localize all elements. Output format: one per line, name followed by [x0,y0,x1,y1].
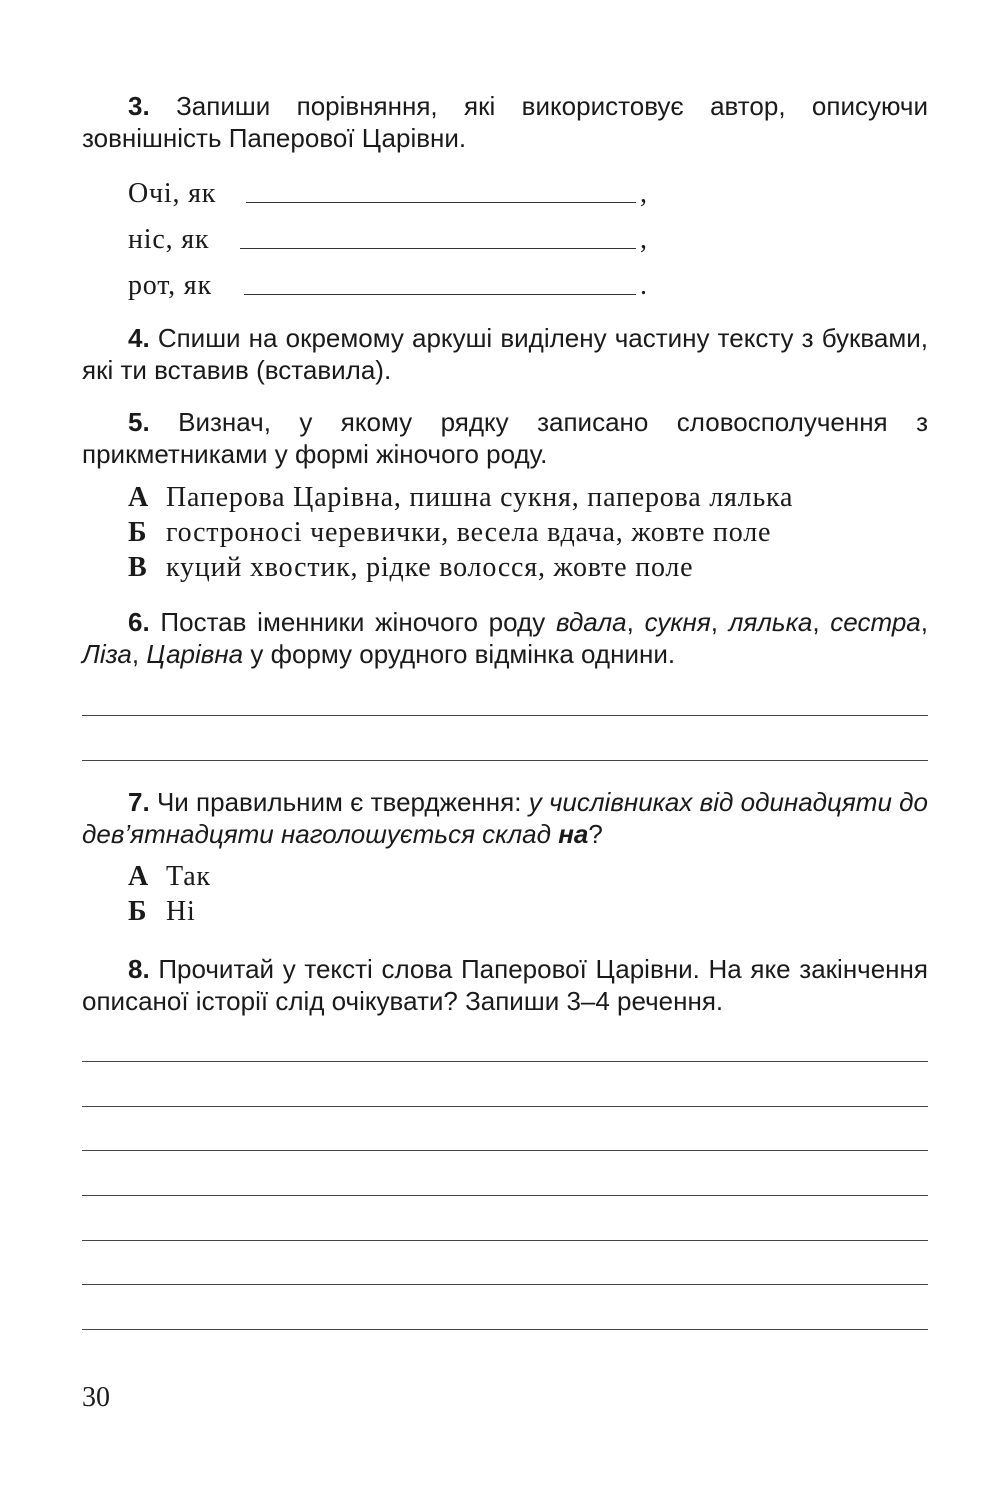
word-suknia: сукня [644,607,711,637]
answer-line[interactable] [240,248,636,249]
option-letter: Б [128,517,148,548]
option-text: Ні [166,896,196,927]
comparison-label: рот, як [128,270,212,301]
question-mark: ? [588,819,603,849]
answer-option-v[interactable] [128,550,693,585]
task-number: 8. [128,954,150,984]
task-4 [82,322,928,386]
comparison-punct: . [640,270,648,301]
task-text: Спиши на окремому аркуші виділену частину тексту з буквами, які ти вставив (вставила). [82,323,929,385]
word-separator: , [812,607,831,637]
option-letter: А [128,482,150,513]
task-3 [82,90,928,154]
option-text: гостроносі черевички, весела вдача, жовте поле [166,517,772,548]
writing-line[interactable] [82,1061,928,1062]
writing-line[interactable] [82,1150,928,1151]
task-number: 4. [128,323,150,353]
writing-line[interactable] [82,1195,928,1196]
task-number: 5. [128,407,150,437]
task-text: Визнач, у якому рядку записано словосполучення з прикметниками у формі жіночого роду. [82,407,928,469]
word-separator: , [626,607,645,637]
option-letter: А [128,861,150,892]
option-text: Паперова Царівна, пишна сукня, паперова лялька [166,482,794,513]
word-separator: , [131,639,147,669]
option-text: Так [166,861,211,892]
task-number: 7. [128,787,150,817]
writing-line[interactable] [82,1284,928,1285]
word-sestra: сестра [830,607,921,637]
writing-line[interactable] [82,1240,928,1241]
option-letter: Б [128,896,148,927]
task-number: 3. [128,91,150,121]
writing-line[interactable] [82,1329,928,1330]
option-letter: В [128,552,148,583]
comparison-punct: , [640,178,648,209]
comparison-label: Очі, як [128,178,217,209]
writing-line[interactable] [82,760,928,761]
task-text: Прочитай у тексті слова Паперової Царівни. На яке закінчення описаної історії слід очікувати? Запиши 3–4 речення. [82,954,928,1016]
word-separator: , [710,607,729,637]
task-7 [82,786,928,850]
page-number: 30 [82,1382,110,1413]
word-tsarivna: Царівна [146,639,244,669]
answer-option-a[interactable] [128,480,793,515]
comparison-row-nose [128,222,668,262]
answer-line[interactable] [246,202,636,203]
task-number: 6. [128,607,150,637]
word-liza: Ліза [82,639,132,669]
task-6 [82,606,928,670]
statement-text: у числівниках від одинадцяти до дев’ятнадцяти наголошується склад [82,787,928,849]
comparison-row-mouth [128,268,668,308]
comparison-label: ніс, як [128,224,210,255]
word-lialka: лялька [728,607,813,637]
option-text: куций хвостик, рідке волосся, жовте поле [166,552,694,583]
task-8 [82,953,928,1017]
word-vdala: вдала [555,607,627,637]
comparison-punct: , [640,224,648,255]
writing-line[interactable] [82,1106,928,1107]
task-text-start: Постав іменники жіночого роду [160,607,556,637]
task-5 [82,406,928,470]
task-text-start: Чи правильним є твердження: [156,787,529,817]
writing-line[interactable] [82,715,928,716]
task-text: Запиши порівняння, які використовує автор, описуючи зовнішність Паперової Царівни. [82,91,928,153]
answer-option-a[interactable] [128,859,211,894]
word-separator: , [920,607,928,637]
stressed-syllable: на [558,819,589,849]
task-text-end: у форму орудного відмінка однини. [243,639,676,669]
comparison-row-eyes [128,176,668,216]
answer-line[interactable] [244,294,636,295]
answer-option-b[interactable] [128,515,771,550]
answer-option-b[interactable] [128,894,196,929]
